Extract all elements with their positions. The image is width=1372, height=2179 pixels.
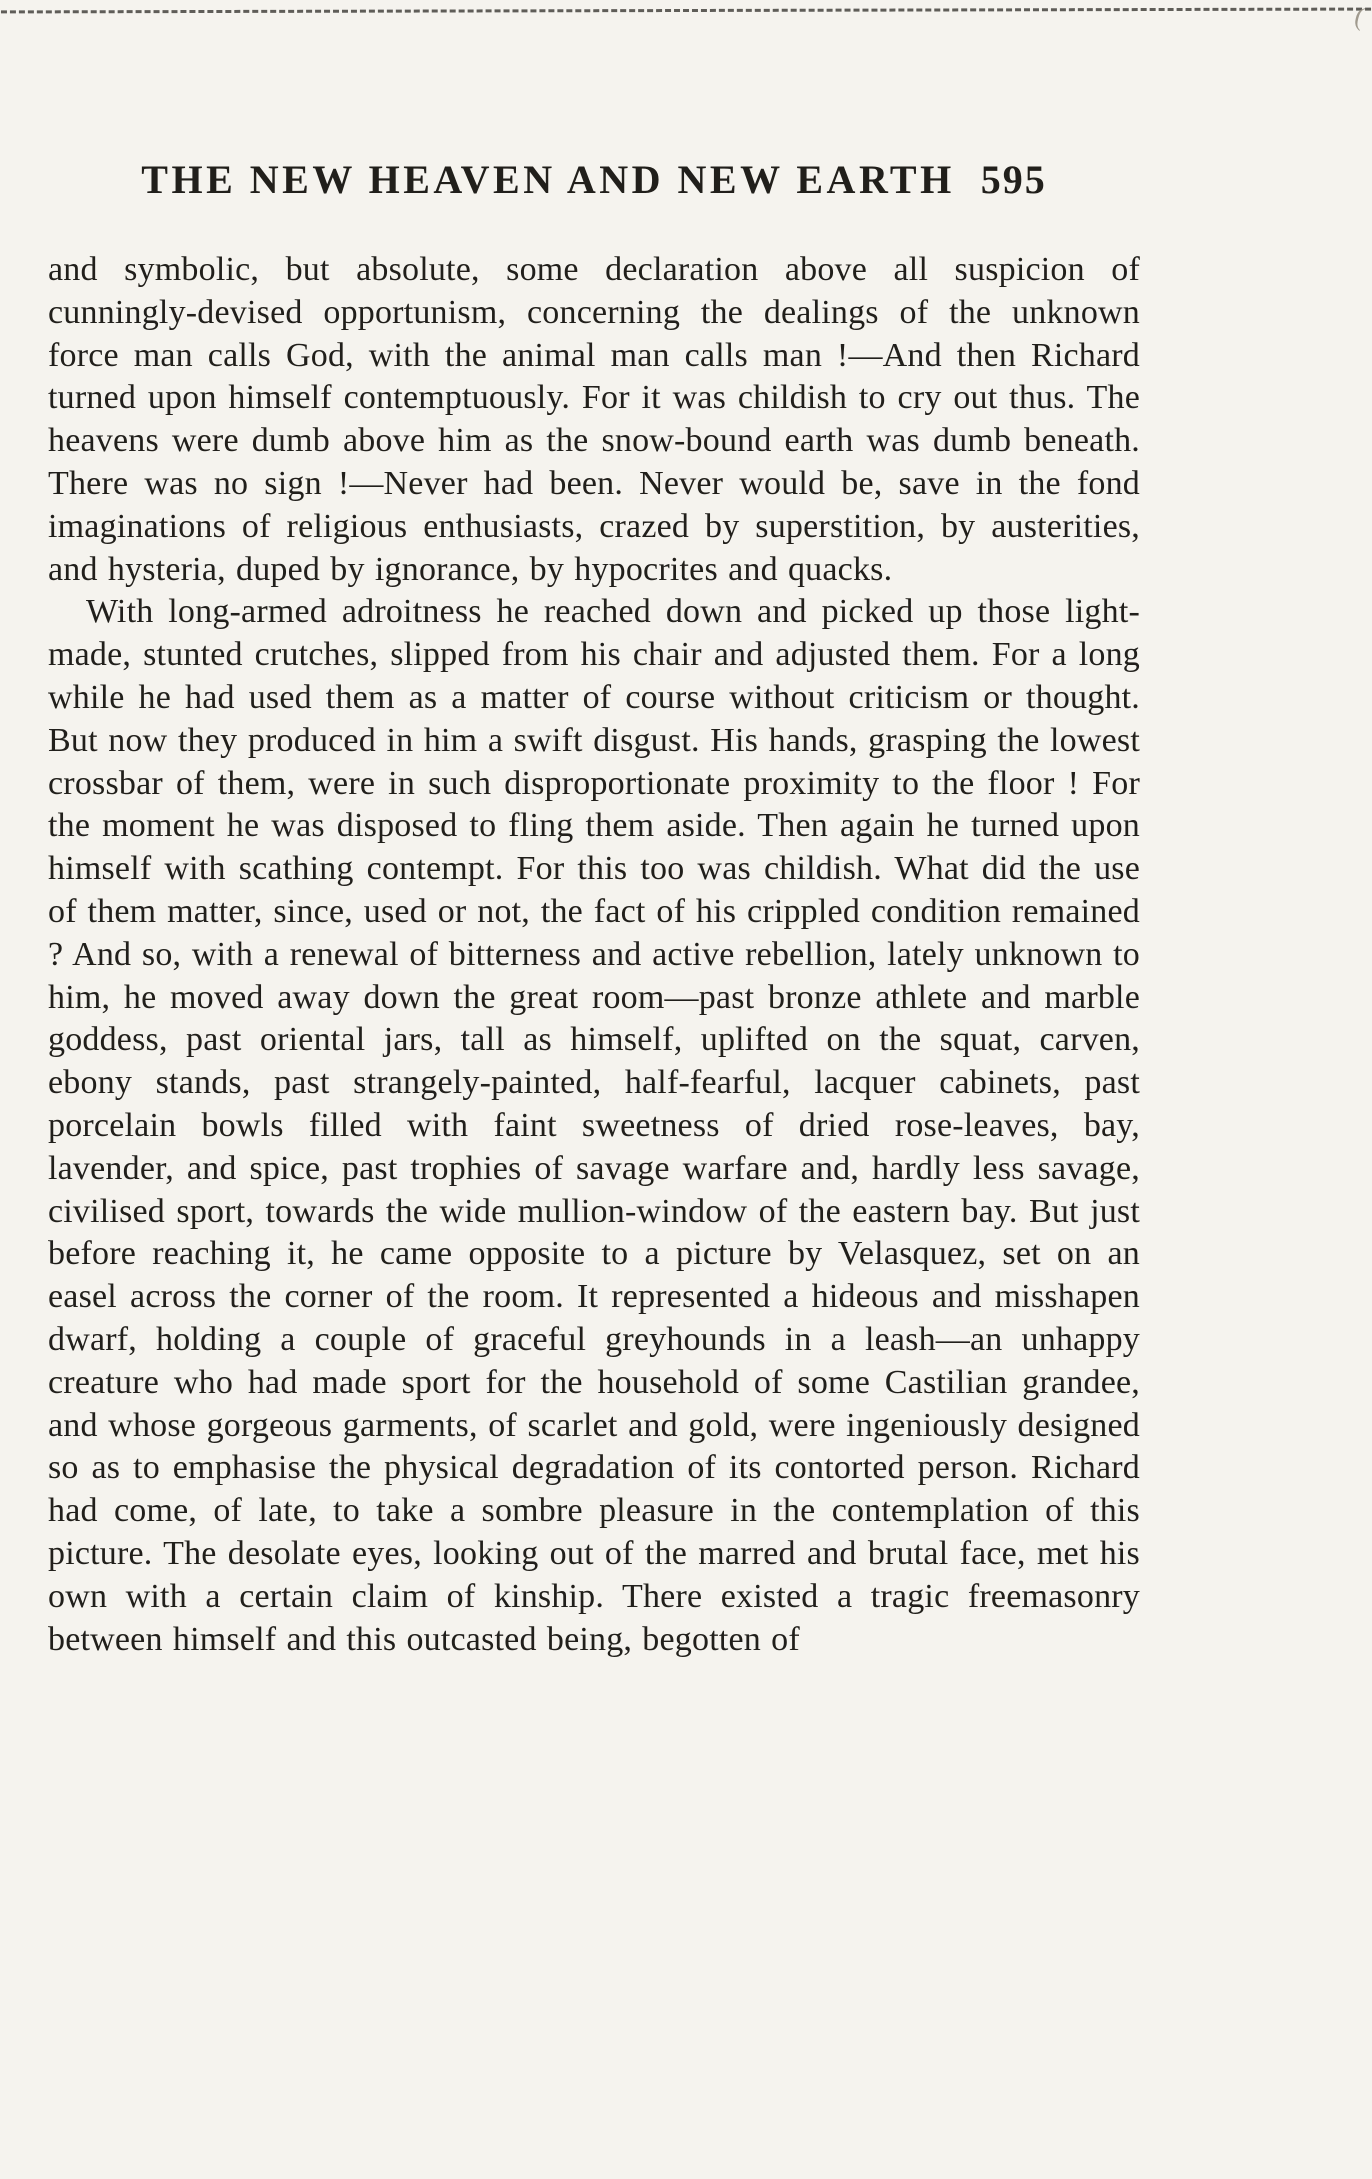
page-number: 595	[980, 157, 1047, 202]
body-paragraph: With long-armed adroitness he reached down and picked up those light-made, stunted crutches, slipped from his chair and adjusted them. For a long while he had used them as a matter of course without criticism or thought. But now they produced in him a swift disgust. His hands, grasping the lowest crossbar of them, were in such disproportionate proximity to the floor ! For the moment he was disposed to fling them aside. Then again he turned upon himself with scathing contempt. For this too was childish. What did the use of them matter, since, used or not, the fact of his crippled condition remained ? And so, with a renewal of bitterness and active rebellion, lately unknown to him, he moved away down the great room—past bronze athlete and marble goddess, past oriental jars, tall as himself, uplifted on the squat, carven, ebony stands, past strangely-painted, half-fearful, lacquer cabinets, past porcelain bowls filled with faint sweetness of dried rose-leaves, bay, lavender, and spice, past trophies of savage warfare and, hardly less savage, civilised sport, towards the wide mullion-window of the eastern bay. But just before reaching it, he came opposite to a picture by Velasquez, set on an easel across the corner of the room. It represented a hideous and misshapen dwarf, holding a couple of graceful greyhounds in a leash—an unhappy creature who had made sport for the household of some Castilian grandee, and whose gorgeous garments, of scarlet and gold, were ingeniously designed so as to emphasise the physical degradation of its contorted person. Richard had come, of late, to take a sombre pleasure in the contemplation of this picture. The desolate eyes, looking out of the marred and brutal face, met his own with a certain claim of kinship. There existed a tragic freemasonry between himself and this outcasted being, begotten of	[48, 593, 1140, 1658]
scan-page-edge-line	[0, 8, 1372, 14]
body-paragraph: and symbolic, but absolute, some declaration above all suspicion of cunningly-devised opportunism, concerning the dealings of the unknown force man calls God, with the animal man calls man !—And then Richard turned upon himself contemptuously. For it was childish to cry out thus. The heavens were dumb above him as the snow-bound earth was dumb beneath. There was no sign !—Never had been. Never would be, save in the fond imaginations of religious enthusiasts, crazed by superstition, by austerities, and hysteria, duped by ignorance, by hypocrites and quacks.	[48, 251, 1140, 588]
scan-corner-artifact: (	[1352, 1, 1368, 32]
running-head	[48, 156, 1140, 203]
page-text-block	[48, 156, 1140, 1661]
page-title: THE NEW HEAVEN AND NEW EARTH	[141, 157, 955, 202]
